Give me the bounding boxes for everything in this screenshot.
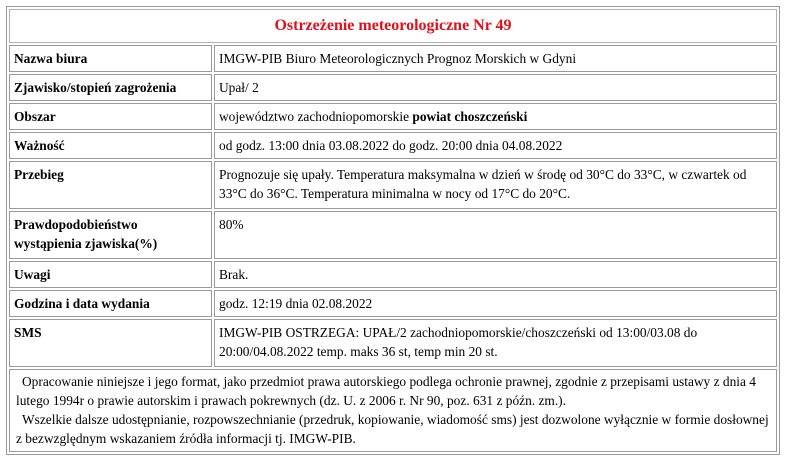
phenomenon-value: Upał/ 2 — [214, 74, 777, 101]
table-row-issued — [9, 290, 777, 317]
table-row-phenomenon — [9, 74, 777, 101]
table-row-sms — [9, 319, 777, 367]
table-row-course — [9, 161, 777, 209]
table-row-remarks — [9, 261, 777, 288]
legal-notice — [9, 369, 777, 452]
table-row-probability — [9, 211, 777, 259]
area-label: Obszar — [9, 103, 212, 130]
table-row-area — [9, 103, 777, 130]
area-value-county: powiat choszczeński — [412, 109, 528, 124]
remarks-value: Brak. — [214, 261, 777, 288]
sms-label: SMS — [9, 319, 212, 367]
distribution-notice: Wszelkie dalsze udostępnianie, rozpowszechnianie (przedruk, kopiowanie, wiadomość sms) jest dozwolone wyłącznie w formie dosłownej z bezwzględnym wskazaniem źródła informacji tj. IMGW-PIB. — [16, 412, 769, 446]
area-value — [214, 103, 777, 130]
issued-value: godz. 12:19 dnia 02.08.2022 — [214, 290, 777, 317]
validity-label: Ważność — [9, 132, 212, 159]
warning-document — [6, 6, 780, 455]
validity-value: od godz. 13:00 dnia 03.08.2022 do godz. 20:00 dnia 04.08.2022 — [214, 132, 777, 159]
issued-label: Godzina i data wydania — [9, 290, 212, 317]
copyright-notice: Opracowanie niniejsze i jego format, jako przedmiot prawa autorskiego podlega ochronie prawnej, zgodnie z przepisami ustawy z dnia 4 lutego 1994r o prawie autorskim i prawach pokrewnych (dz. U. z 2006 r. Nr 90, poz. 631 z późn. zm.). — [16, 374, 756, 408]
phenomenon-label: Zjawisko/stopień zagrożenia — [9, 74, 212, 101]
sms-value: IMGW-PIB OSTRZEGA: UPAŁ/2 zachodniopomorskie/choszczeński od 13:00/03.08 do 20:00/04.08.2022 temp. maks 36 st, temp min 20 st. — [214, 319, 777, 367]
area-value-region: województwo zachodniopomorskie — [219, 109, 413, 124]
probability-value: 80% — [214, 211, 777, 259]
course-label: Przebieg — [9, 161, 212, 209]
probability-label: Prawdopodobieństwo wystąpienia zjawiska(%) — [9, 211, 212, 259]
warning-title: Ostrzeżenie meteorologiczne Nr 49 — [9, 9, 777, 43]
warning-table — [7, 43, 779, 369]
remarks-label: Uwagi — [9, 261, 212, 288]
course-value: Prognozuje się upały. Temperatura maksymalna w dzień w środę od 30°C do 33°C, w czwartek od 33°C do 36°C. Temperatura minimalna w nocy od 17°C do 20°C. — [214, 161, 777, 209]
table-row-office — [9, 45, 777, 72]
table-row-validity — [9, 132, 777, 159]
office-label: Nazwa biura — [9, 45, 212, 72]
office-value: IMGW-PIB Biuro Meteorologicznych Prognoz Morskich w Gdyni — [214, 45, 777, 72]
